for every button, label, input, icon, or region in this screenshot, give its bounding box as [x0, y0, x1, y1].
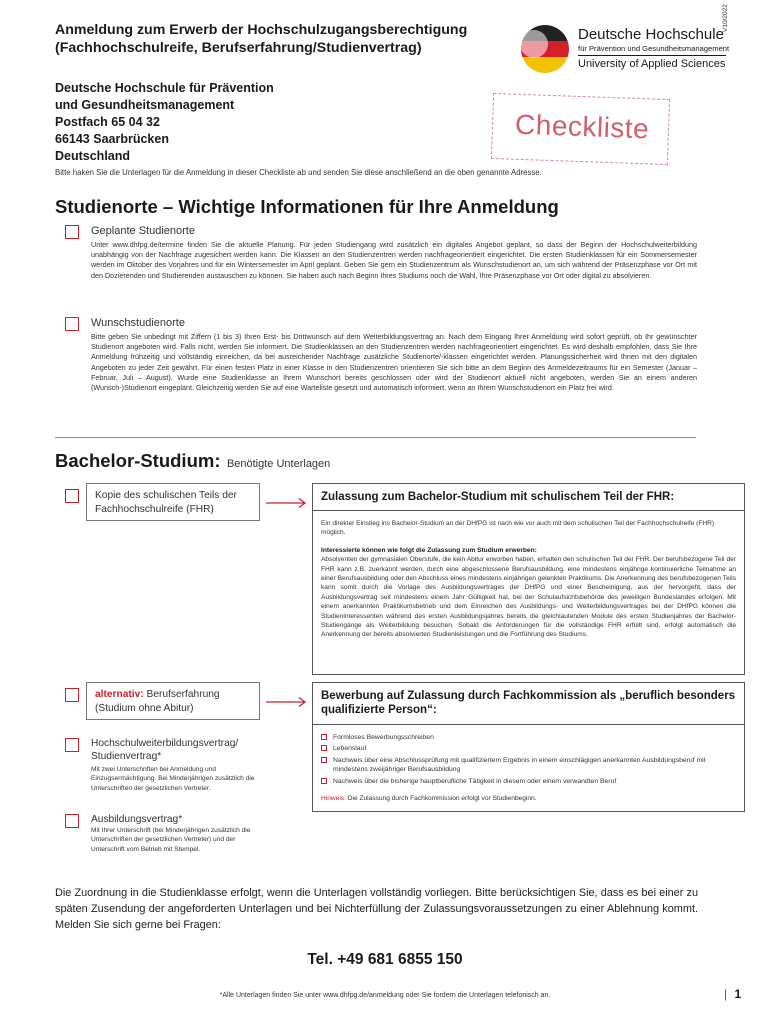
checkbox-small-icon	[321, 778, 327, 784]
address-line: und Gesundheitsmanagement	[55, 98, 235, 112]
weiterbildungsvertrag-label-a: Hochschulweiterbildungsvertrag/	[91, 738, 239, 749]
geplante-text: Unter www.dhfpg.de/termine finden Sie die aktuelle Planung. Für jeden Studiengang wird zusätzlich ein digitales Angebot geplant, so dass der Beginn der Hochschulweiterbildung unabhängig von der Nachfrage zugesichert werden kann. Die Klassen an den Studienzentren werden nachfrageorientiert eingerichtet. Die ersten Studienklassen für ein Sommersemester werden im Oktober des Vorjahres und für ein Wintersemester im April geplant. Geben Sie gern ein Studienzentrum als Wunschstudienort an, um sich während der Präsenzphase vor Ort mit den Dozierenden und Studierenden austauschen zu können. Sie haben auch nach Beginn Ihres Studiums noch die Wahl, Ihre Präsenzphase vor Ort oder digital zu absolvieren.	[91, 240, 697, 280]
wunsch-label: Wunschstudienorte	[91, 317, 185, 329]
address-block	[55, 80, 274, 165]
checkbox-small-icon	[321, 745, 327, 751]
address-line: Deutsche Hochschule für Prävention	[55, 81, 274, 95]
list-item-text: Nachweis über die bisherige hauptberufliche Tätigkeit in diesem oder einem verwandten Beruf	[333, 777, 617, 785]
fachkommission-box	[312, 682, 745, 812]
footnote: *Alle Unterlagen finden Sie unter www.dhfpg.de/anmeldung oder Sie fordern die Unterlagen telefonisch an.	[219, 992, 551, 999]
list-item-text: Formloses Bewerbungsschreiben	[333, 734, 434, 741]
page-number	[724, 987, 741, 1001]
address-line: 66143 Saarbrücken	[55, 132, 169, 146]
list-item	[321, 756, 736, 775]
logo	[520, 22, 730, 74]
weiterbildungsvertrag-label-b: Studienvertrag*	[91, 751, 162, 762]
fhr-item	[86, 483, 260, 521]
wunsch-text: Bitte geben Sie unbedingt mit Ziffern (1 bis 3) Ihren Erst- bis Drittwunsch auf dem Weiterbildungsvertrag an. Nach dem Eingang Ihrer Anmeldung wird sofort geprüft, ob Ihr gewünschter Studienort angeboten wird. Falls nicht, werden Sie informiert. Die Studienklassen an den Studienzentren werden nachfrageorientiert eingerichtet. Es wird deshalb empfohlen, dass Sie Ihre Anmeldung frühzeitig und vollständig einreichen, da bei ausreichender Nachfrage zusätzliche Studienorte/-klassen eingerichtet werden. Planungssicherheit wird Ihnen mit den digitalen Angeboten zu jeder Zeit gewährt. Für einen festen Platz in einer Klasse in den Studienzentren orientieren Sie sich bitte an dem Beginn des Anmeldezeitraums für ein Semester (Januar – Februar, Juli – August). Wurde eine Studienklasse an Ihrem Wunschort bereits geschlossen oder wird der Studienort aktuell nicht angeboten, werden Sie an einem anderen (Wunsch-)Studienort eingeplant. Gleichzeitig werden Sie auf eine Warteliste gesetzt und automatisch informiert, wenn an Ihrem Wunschstudienort ein Platz frei wird.	[91, 332, 697, 393]
logo-name: Deutsche Hochschule	[578, 26, 724, 43]
ausbildungsvertrag-note: Mit Ihrer Unterschrift (bei Minderjährigen zusätzlich die Unterschriften der gesetzlichen Vertreter) und der Unterschrift vom Betrieb mit Stempel.	[91, 827, 251, 853]
checkbox-weiterbildungsvertrag[interactable]	[65, 738, 79, 752]
fhr-box-text: Absolventen der gymnasialen Oberstufe, die kein Abitur erworben haben, erhalten den schulischen Teil der FHR. Der berufsbezogene Teil der FHR kann z.B. zuerkannt werden, durch eine abgeschlossene Berufsausbildung, eine mindestens einjährige kontinuierliche Teilnahme an einer Berufsausbildung oder den Abschluss eines mindestens einjährigen gelenkten Praktikums. Die Anerkennung des berufsbezogenen Teils kann somit durch die Vorlage des Ausbildungsvertrages der DHfPG und einer Bescheinigung, aus der hervorgeht, dass der Ausbildungsvertrag seit mindestens einem Jahr Gültigkeit hat, bei der Schulaufsichtsbehörde des jeweiligen Bundeslandes erfolgen. Mit einem anerkannten Praktikumsbetrieb und dem Einreichen des Ausbildungs- und Weiterbildungsvertrages bei der DHfPG können die Studieninteressenten während des ersten Ausbildungsjahres bereits die gleichlautenden Module des ersten Studienjahres der Bachelor-Studiengänge als Weiterbildung besuchen. Sobald die Anforderungen für die vollständige FHR erfüllt sind, erfolgt automatisch die Anerkennung der bereits absolvierten Studienleistungen und die Fortführung des Studiums.	[321, 556, 736, 639]
title-line-2: (Fachhochschulreife, Berufserfahrung/Studienvertrag)	[55, 39, 422, 56]
fhr-box-bold: Interessierte können wie folgt die Zulassung zum Studium erwerben:	[321, 546, 537, 554]
document-title	[55, 22, 525, 57]
bachelor-title: Bachelor-Studium:	[55, 450, 221, 471]
closing-text: Die Zuordnung in die Studienklasse erfolgt, wenn die Unterlagen vollständig vorliegen. Bitte berücksichtigen Sie, dass es bei einer zu späten Zusendung der angeforderten Unterlagen und bei Nichterfüllung der Zulassungsvoraussetzungen zu einer Ablehnung kommt. Melden Sie sich gerne bei Fragen:	[55, 887, 698, 931]
geplante-label: Geplante Studienorte	[91, 225, 195, 237]
list-item	[321, 744, 736, 753]
page-number-value: 1	[734, 987, 742, 1001]
list-item	[321, 777, 736, 786]
logo-divider	[578, 55, 726, 56]
fhr-info-box	[312, 483, 745, 675]
fachkommission-title: Bewerbung auf Zulassung durch Fachkommission als „beruflich besonders qualifizierte Person“:	[313, 683, 744, 725]
version-label: V10/2022	[722, 4, 729, 32]
section-divider	[55, 437, 696, 438]
checkbox-berufserfahrung[interactable]	[65, 688, 79, 702]
checkbox-fhr-kopie[interactable]	[65, 489, 79, 503]
alternativ-label: alternativ:	[95, 689, 144, 700]
address-line: Deutschland	[55, 149, 131, 163]
studienorte-heading: Studienorte – Wichtige Informationen für Ihre Anmeldung	[55, 196, 559, 217]
fhr-box-intro: Ein direkter Einstieg ins Bachelor-Studium an der DHfPG ist nach wie vor auch mit dem schulischen Teil der Fachhochschulreife (FHR) möglich.	[321, 520, 715, 537]
list-item-text: Lebenslauf	[333, 745, 367, 753]
ausbildungsvertrag-label: Ausbildungsvertrag*	[91, 814, 183, 825]
bachelor-subtitle: Benötigte Unterlagen	[226, 458, 331, 470]
weiterbildungsvertrag-note: Mit zwei Unterschriften bei Anmeldung und Einzugsermächtigung. Bei Minderjährigen zusätzlich die Unterschriften der gesetzlichen Vertreter.	[91, 766, 255, 792]
checkliste-stamp	[491, 93, 670, 165]
logo-uas: University of Applied Sciences	[578, 58, 726, 70]
ausbildungsvertrag-item	[91, 813, 281, 854]
checkbox-wunschstudienorte[interactable]	[65, 317, 79, 331]
fachkommission-hint	[313, 788, 744, 803]
page-number-bar: |	[724, 987, 728, 1001]
berufserfahrung-sublabel: (Studium ohne Abitur)	[95, 703, 194, 714]
arrow-right-icon	[266, 696, 310, 708]
stamp-text: Checkliste	[514, 108, 650, 145]
berufserfahrung-label: Berufserfahrung	[146, 689, 220, 700]
list-item	[321, 733, 736, 742]
berufserfahrung-item	[86, 682, 260, 720]
address-line: Postfach 65 04 32	[55, 115, 160, 129]
fhr-label: Kopie des schulischen Teils der Fachhochschulreife (FHR)	[95, 490, 237, 515]
hint-label: Hinweis:	[321, 795, 346, 803]
logo-emblem	[520, 24, 570, 74]
weiterbildungsvertrag-item	[91, 737, 281, 793]
fhr-box-title: Zulassung zum Bachelor-Studium mit schulischem Teil der FHR:	[313, 484, 744, 511]
logo-sub: für Prävention und Gesundheitsmanagement	[578, 44, 730, 53]
title-line-1: Anmeldung zum Erwerb der Hochschulzugangsberechtigung	[55, 22, 468, 38]
hint-text: Die Zulassung durch Fachkommission erfolgt vor Studienbeginn.	[347, 795, 537, 803]
checkbox-small-icon	[321, 757, 327, 763]
requirements-list	[313, 725, 744, 786]
checkbox-geplante-studienorte[interactable]	[65, 225, 79, 239]
phone-number: Tel. +49 681 6855 150	[307, 951, 463, 968]
list-item-text: Nachweis über eine Abschlussprüfung mit qualifiziertem Ergebnis in einem einschlägigen anerkannten Ausbildungsberuf mit mindestens zweijähriger Berufsausbildung	[333, 756, 706, 774]
bachelor-heading	[55, 450, 330, 472]
arrow-right-icon	[266, 497, 310, 509]
instruction-text: Bitte haken Sie die Unterlagen für die Anmeldung in dieser Checkliste ab und senden Sie diese anschließend an die oben genannte Adresse.	[55, 168, 542, 177]
checkbox-ausbildungsvertrag[interactable]	[65, 814, 79, 828]
checkbox-small-icon	[321, 734, 327, 740]
